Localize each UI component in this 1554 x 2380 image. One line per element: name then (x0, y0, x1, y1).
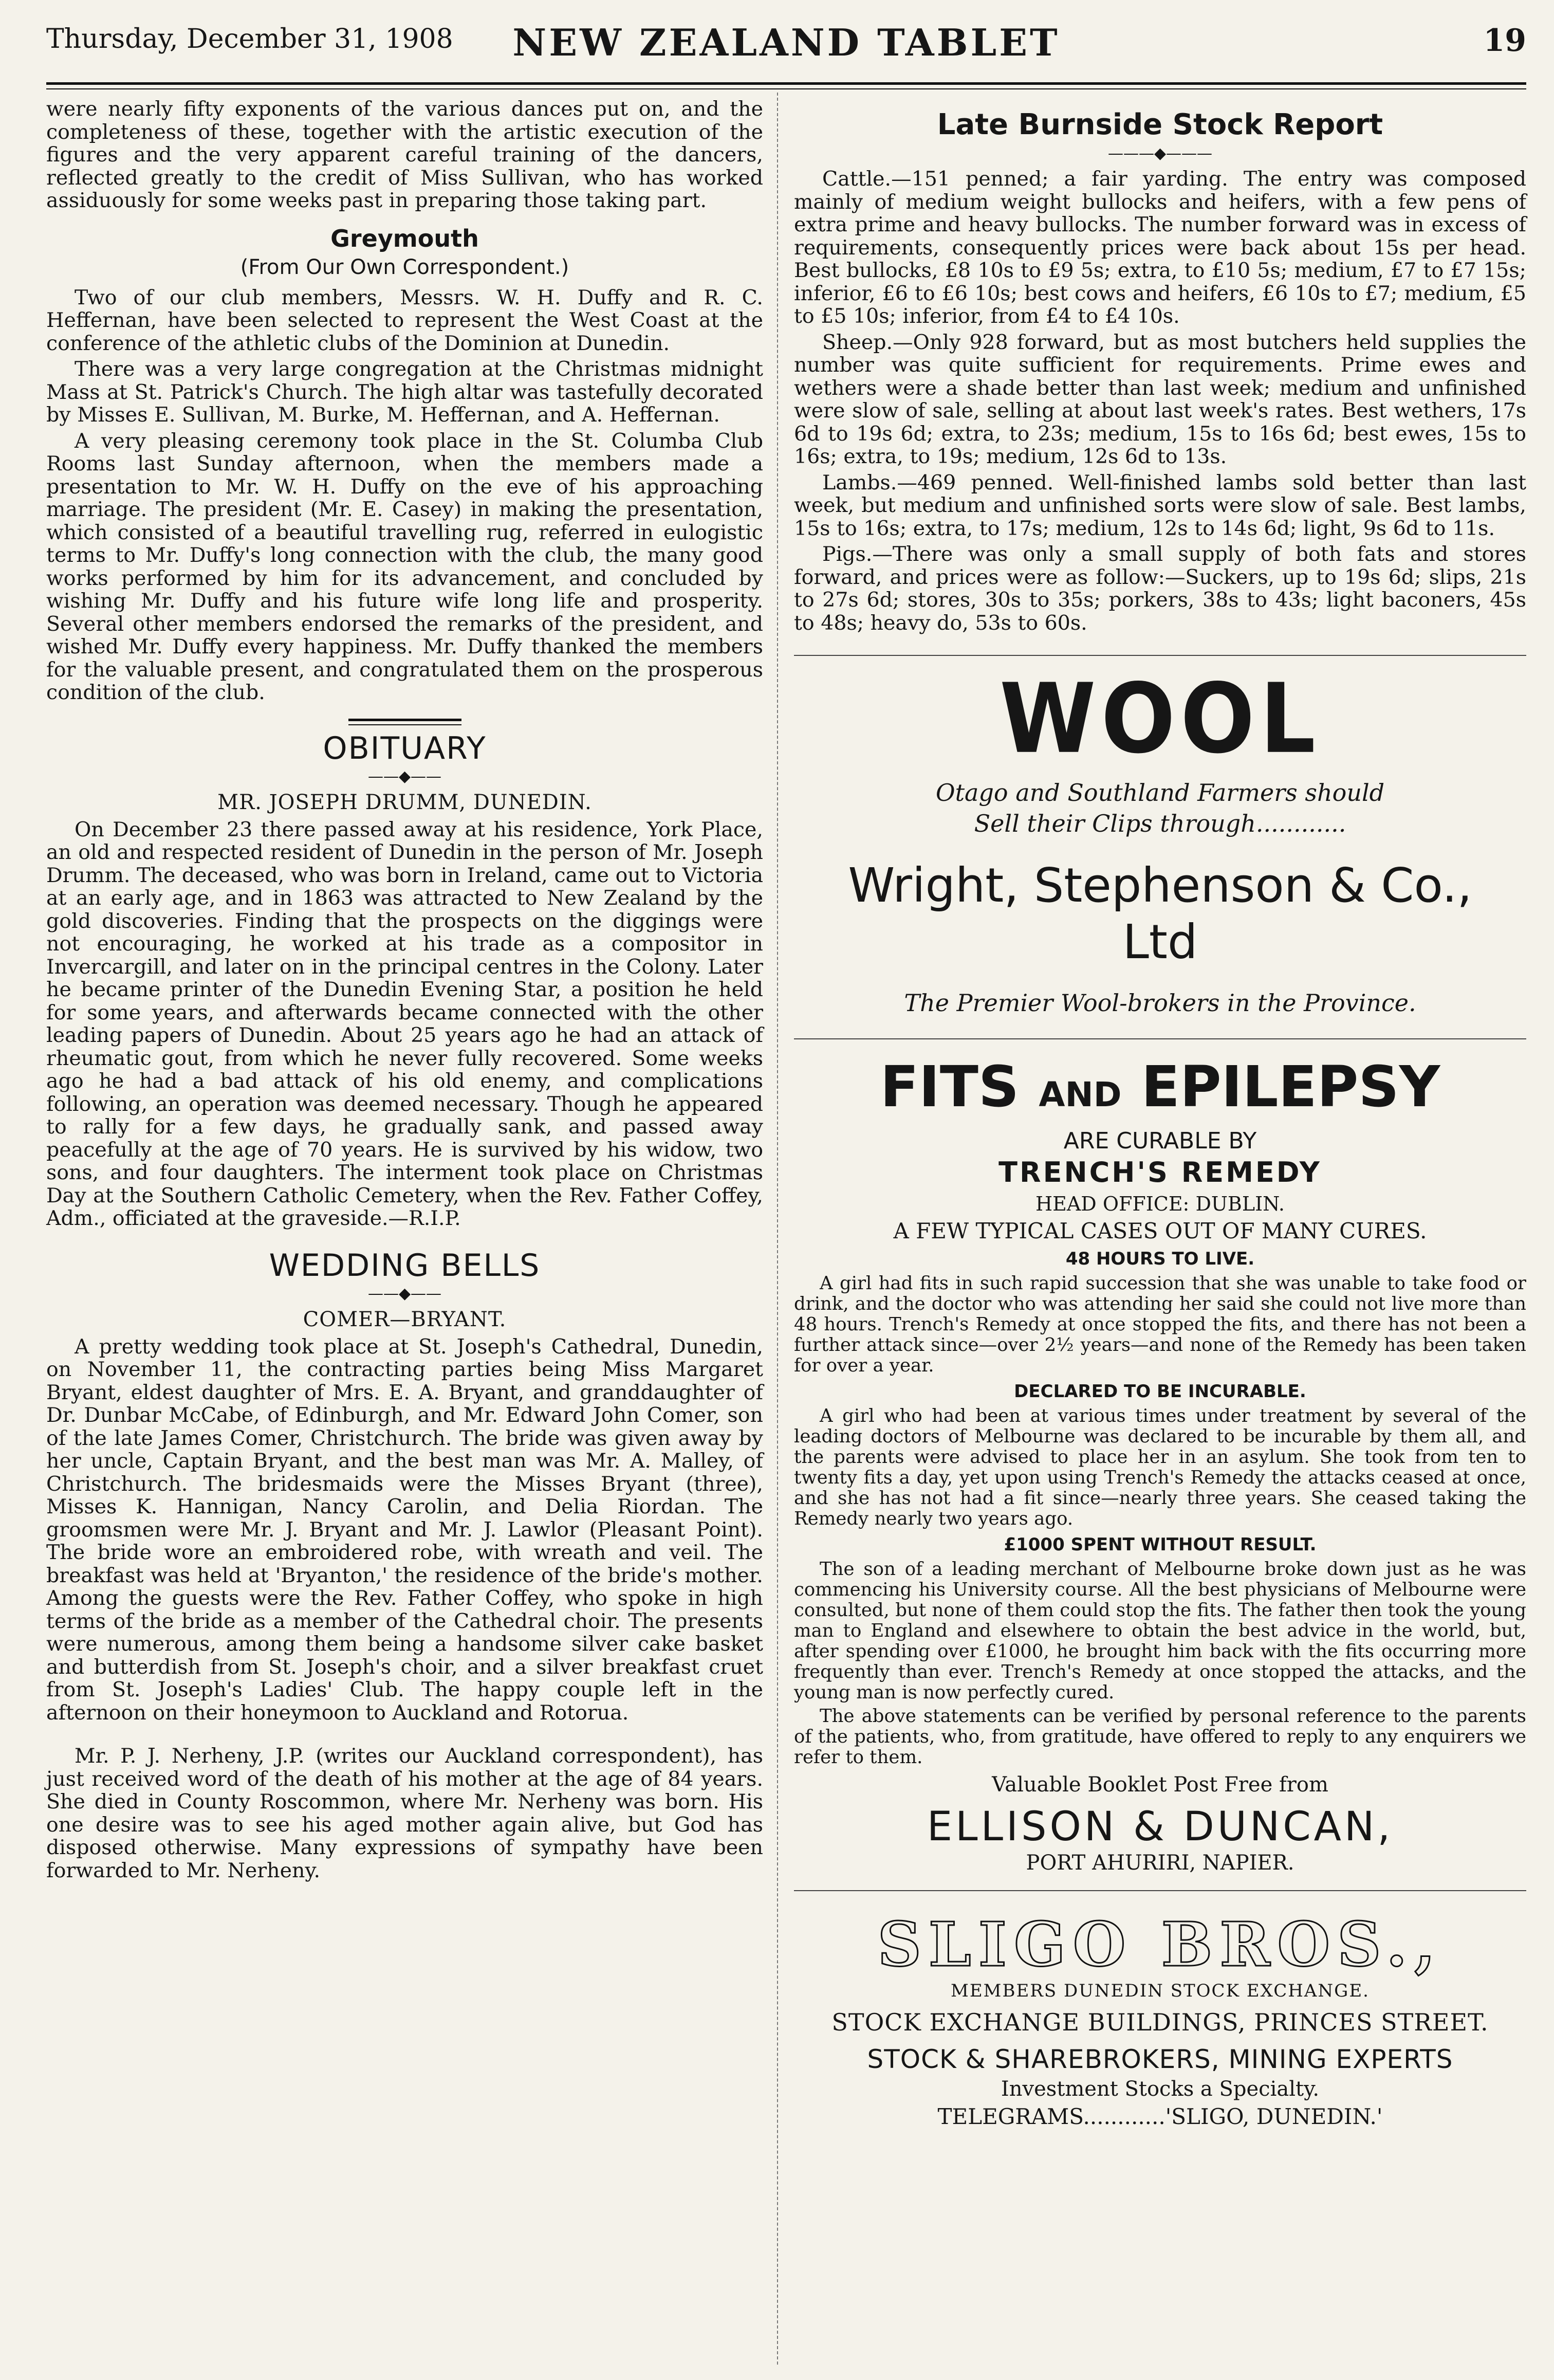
sligo-telegrams: TELEGRAMS............'SLIGO, DUNEDIN.' (937, 2104, 1383, 2129)
sligo-heading: SLIGO BROS., (877, 1909, 1443, 1980)
sligo-members: MEMBERS DUNEDIN STOCK EXCHANGE. (951, 1981, 1370, 2001)
greymouth-byline: (From Our Own Correspondent.) (240, 255, 569, 279)
obituary-paragraph: On December 23 there passed away at his residence, York Place, an old and respected resident of Dunedin in the person of Mr. Joseph Drumm. The deceased, who was born in Ireland, came out to Victoria at an early age, and in 1863 was attracted to New Zealand by the gold discoveries. Finding that the prospects on the diggings were not encouraging, he worked at his trade as a compositor in Invercargill, and later on in the principal centres in the Colony. Later he became printer of the Dunedin Evening Star, a position he held for some years, and afterwards became connected with the other leading papers of Dunedin. About 25 years ago he had an attack of rheumatic gout, from which he never fully recovered. Some weeks ago he had a bad attack of his old enemy, and complications following, an operation was deemed necessary. Though he appeared to rally for a few days, he gradually sank, and passed away peacefully at the age of 70 years. He is survived by his widow, two sons, and four daughters. The interment took place on Christmas Day at the Southern Catholic Cemetery, when the Rev. Father Coffey, Adm., officiated at the graveside.—R.I.P. (46, 817, 763, 1230)
greymouth-heading: Greymouth (330, 224, 479, 252)
stock-lambs: Lambs.—469 penned. Well-finished lambs sold better than last week, but medium and unfinished sorts were slow of sale. Best lambs, 15s to 16s; extra, to 17s; medium, 12s to 14s 6d; light, 9s 6d to 11s. (794, 470, 1526, 540)
wedding-paragraph: A pretty wedding took place at St. Joseph's Cathedral, Dunedin, on November 11, the contracting parties being Miss Margaret Bryant, eldest daughter of Mrs. E. A. Bryant, and granddaughter of Dr. Dunbar McCabe, of Edinburgh, and Mr. Edward John Comer, son of the late James Comer, Christchurch. The bride was given away by her uncle, Captain Bryant, and the best man was Mr. A. Malley, of Christchurch. The bridesmaids were the Misses Bryant (three), Misses K. Hannigan, Nancy Carolin, and Delia Riordan. The groomsmen were Mr. J. Bryant and Mr. J. Lawlor (Pleasant Point). The bride wore an embroidered robe, with wreath and veil. The breakfast was held at 'Bryanton,' the residence of the bride's mother. Among the guests were the Rev. Father Coffey, who spoke in high terms of the bride as a member of the Cathedral choir. The presents were numerous, among them being a handsome silver cake basket and butterdish from St. Joseph's choir, and a silver breakfast cruet from St. Joseph's Ladies' Club. The happy couple left in the afternoon on their honeymoon to Auckland and Rotorua. (46, 1334, 763, 1725)
nerheny-paragraph: Mr. P. J. Nerheny, J.P. (writes our Auckland correspondent), has just received word of the death of his mother at the age of 84 years. She died in County Roscommon, where Mr. Nerheny was born. His one desire was to see his aged mother again alive, but God has disposed otherwise. Many expressions of sympathy have been forwarded to Mr. Nerheny. (46, 1744, 763, 1882)
wool-heading: WOOL (1000, 663, 1321, 775)
fits-heading (794, 1054, 1526, 1125)
section-rule (348, 719, 461, 725)
fits-remedy: TRENCH'S REMEDY (998, 1156, 1322, 1188)
sligo-specialty: Investment Stocks a Specialty. (1001, 2077, 1320, 2101)
page-header (46, 13, 1526, 75)
fits-advertisement (794, 1039, 1526, 1891)
fits-agents: ELLISON & DUNCAN, (927, 1804, 1394, 1850)
right-column (794, 98, 1526, 2129)
stock-pigs: Pigs.—There was only a small supply of both fats and stores forward, and prices were as follow:—Suckers, up to 19s 6d; slips, 21s to 27s 6d; stores, 30s to 35s; porkers, 38s to 43s; light baconers, 45s to 48s; heavy do, 53s to 60s. (794, 542, 1526, 635)
and-word: AND (1039, 1075, 1122, 1114)
stock-report-heading: Late Burnside Stock Report (937, 108, 1383, 141)
fits-head-office: HEAD OFFICE: DUBLIN. (1035, 1193, 1285, 1215)
wool-advertisement (794, 655, 1526, 1039)
ornament-divider: ——◆—— (367, 767, 442, 785)
greymouth-paragraph: There was a very large congregation at the Christmas midnight Mass at St. Patrick's Church. The high altar was tastefully decorated by Misses E. Sullivan, M. Burke, M. Heffernan, and A. Heffernan. (46, 357, 763, 427)
ornament-divider: ——◆—— (367, 1284, 442, 1303)
obituary-heading: OBITUARY (323, 730, 487, 766)
wool-subline-1: Otago and Southland Farmers should (935, 779, 1385, 807)
wedding-names: COMER—BRYANT. (303, 1307, 507, 1331)
sligo-advertisement (794, 1891, 1526, 2129)
stock-sheep: Sheep.—Only 928 forward, but as most butchers held supplies the number was quite sufficient for requirements. Prime ewes and wethers were a shade better than last week; medium and unfinished were slow of sale, selling at about last week's rates. Best wethers, 17s 6d to 19s 6d; extra, to 23s; medium, 15s to 16s 6d; best ewes, 15s to 16s; extra, to 19s; medium, 12s 6d to 13s. (794, 330, 1526, 468)
wool-firm-line-1: Wright, Stephenson & Co., (848, 858, 1472, 913)
left-column (46, 98, 763, 1885)
case-paragraph: A girl who had been at various times under treatment by several of the leading doctors of Melbourne was declared to be incurable by them all, and the parents were advised to place her in an asylum. She took from ten to twenty fits a day, yet upon using Trench's Remedy the attacks ceased at once, and she has not had a fit since—nearly three years. She ceased taking the Remedy nearly two years ago. (794, 1405, 1526, 1529)
wool-tagline: The Premier Wool-brokers in the Province. (904, 989, 1416, 1017)
fits-address: PORT AHURIRI, NAPIER. (1026, 1851, 1294, 1875)
case-heading: DECLARED TO BE INCURABLE. (1014, 1381, 1306, 1402)
case-heading: £1000 SPENT WITHOUT RESULT. (1004, 1534, 1317, 1555)
ornament-divider: ———◆——— (1107, 144, 1213, 162)
fits-few-cases: A FEW TYPICAL CASES OUT OF MANY CURES. (893, 1218, 1427, 1243)
wedding-heading: WEDDING BELLS (269, 1247, 541, 1284)
case-paragraph: A girl had fits in such rapid succession that she was unable to take food or drink, and the doctor who was attending her said she could not live more than 48 hours. Trench's Remedy at once stopped the fits, and there has not been a further attack since—over 2½ years—and none of the Remedy has been taken for over a year. (794, 1273, 1526, 1376)
obituary-name: MR. JOSEPH DRUMM, DUNEDIN. (217, 790, 592, 814)
header-rule-thin (46, 88, 1526, 89)
greymouth-paragraph: A very pleasing ceremony took place in the St. Columba Club Rooms last Sunday afternoon, when the members made a presentation to Mr. W. H. Duffy on the eve of his approaching marriage. The president (Mr. E. Casey) in making the presentation, which consisted of a beautiful travelling rug, referred in eulogistic terms to Mr. Duffy's long connection with the club, the many good works performed by him for its advancement, and concluded by wishing Mr. Duffy and his future wife long life and prosperity. Several other members endorsed the remarks of the president, and wished Mr. Duffy every happiness. Mr. Duffy thanked the members for the valuable present, and congratulated them on the prosperous condition of the club. (46, 429, 763, 704)
fits-curable: ARE CURABLE BY (1063, 1128, 1257, 1154)
case-heading: 48 HOURS TO LIVE. (1065, 1249, 1255, 1269)
header-rule (46, 82, 1526, 85)
issue-date: Thursday, December 31, 1908 (46, 24, 453, 54)
wool-subline-2: Sell their Clips through............ (974, 810, 1346, 837)
wool-subline (794, 777, 1526, 839)
intro-paragraph: were nearly fifty exponents of the various dances put on, and the completeness of these, together with the artistic execution of the figures and the very apparent careful training of the dancers, reflected greatly to the credit of Miss Sullivan, who has worked assiduously for some weeks past in preparing those taking part. (46, 97, 763, 212)
wool-firm (794, 857, 1526, 971)
fits-booklet: Valuable Booklet Post Free from (992, 1773, 1328, 1797)
wool-firm-line-2: Ltd (1122, 914, 1198, 969)
sligo-role: STOCK & SHAREBROKERS, MINING EXPERTS (867, 2044, 1453, 2074)
stock-cattle: Cattle.—151 penned; a fair yarding. The entry was composed mainly of medium weight bullocks and heifers, with a few pens of extra prime and heavy bullocks. The number forward was in excess of requirements, consequently prices were back about 15s per head. Best bullocks, £8 10s to £9 5s; extra, to £10 5s; medium, £7 to £7 15s; inferior, £6 to £6 10s; best cows and heifers, £6 10s to £7; medium, £5 to £5 10s; inferior, from £4 to £4 10s. (794, 167, 1526, 328)
fits-word: FITS (880, 1054, 1020, 1120)
column-divider (777, 93, 778, 2365)
page-number: 19 (1483, 23, 1526, 59)
greymouth-paragraph: Two of our club members, Messrs. W. H. Duffy and R. C. Heffernan, have been selected to represent the West Coast at the conference of the athletic clubs of the Dominion at Dunedin. (46, 285, 763, 355)
sligo-buildings: STOCK EXCHANGE BUILDINGS, PRINCES STREET. (831, 2008, 1489, 2036)
masthead-title: NEW ZEALAND TABLET (512, 21, 1060, 64)
epilepsy-word: EPILEPSY (1141, 1054, 1440, 1120)
case-paragraph: The son of a leading merchant of Melbourne broke down just as he was commencing his University course. All the best physicians of Melbourne were consulted, but none of them could stop the fits. The father then took the young man to England and elsewhere to obtain the best advice in the world, but, after spending over £1000, he brought him back with the fits occurring more frequently than ever. Trench's Remedy at once stopped the attacks, and the young man is now perfectly cured. (794, 1559, 1526, 1703)
case-paragraph: The above statements can be verified by personal reference to the parents of the patients, who, from gratitude, have offered to reply to any enquirers we refer to them. (794, 1706, 1526, 1768)
